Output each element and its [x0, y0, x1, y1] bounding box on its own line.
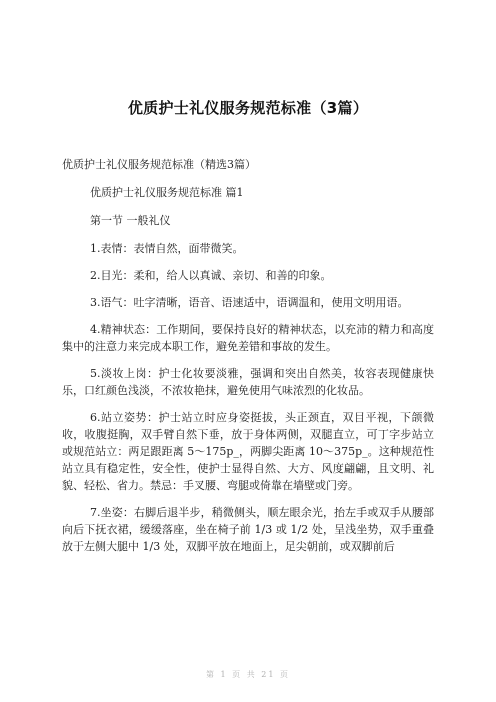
paragraph-expression: 1.表情：表情自然，面带微笑。 — [90, 242, 244, 255]
section-heading: 优质护士礼仪服务规范标准 篇1 — [90, 186, 244, 199]
paragraph-makeup: 5.淡妆上岗：护士化妆要淡雅，强调和突出自然美，妆容表现健康快乐，口红颜色浅淡，不浓妆艳抹，避免使用气味浓烈的化妆品。 — [62, 367, 434, 397]
paragraph-standing: 6.站立姿势：护士站立时应身姿挺拔，头正颈直，双目平视，下颌微收，收腹挺胸，双手臂自然下垂，放于身体两侧，双腿直立，可丁字步站立或规范站立：两足跟距离 5～175p_，两脚尖距离 10～375p_。这种规范性站立具有稳定性，安全性，使护士显得自然、大方、风度翩翩，且文明、礼貌、轻松、省力。禁忌：手叉腰、弯腿或倚靠在墙壁或门旁。 — [62, 411, 434, 492]
paragraph-spirit: 4.精神状态：工作期间，要保持良好的精神状态，以充沛的精力和高度集中的注意力来完成本职工作，避免差错和事故的发生。 — [62, 323, 434, 353]
paragraph-gaze: 2.目光：柔和，给人以真诚、亲切、和善的印象。 — [90, 269, 332, 282]
document-body — [62, 156, 434, 565]
subtitle-line: 优质护士礼仪服务规范标准（精选3篇） — [62, 158, 256, 171]
paragraph-sitting: 7.坐姿：右脚后退半步，稍微侧头，顺左眼余光，抬左手或双手从腰部向后下抚衣裙，缓缓落座，坐在椅子前 1/3 或 1/2 处，呈浅坐势，双手重叠放于左侧大腿中 1/3 处，双脚平放在地面上，足尖朝前，或双脚前后 — [62, 506, 434, 553]
paragraph-tone: 3.语气：吐字清晰，语音、语速适中，语调温和，使用文明用语。 — [90, 296, 409, 309]
document-title: 优质护士礼仪服务规范标准（3篇） — [127, 99, 369, 117]
page-footer: 第 1 页 共 21 页 — [206, 670, 290, 679]
chapter-heading: 第一节 一般礼仪 — [90, 214, 171, 227]
